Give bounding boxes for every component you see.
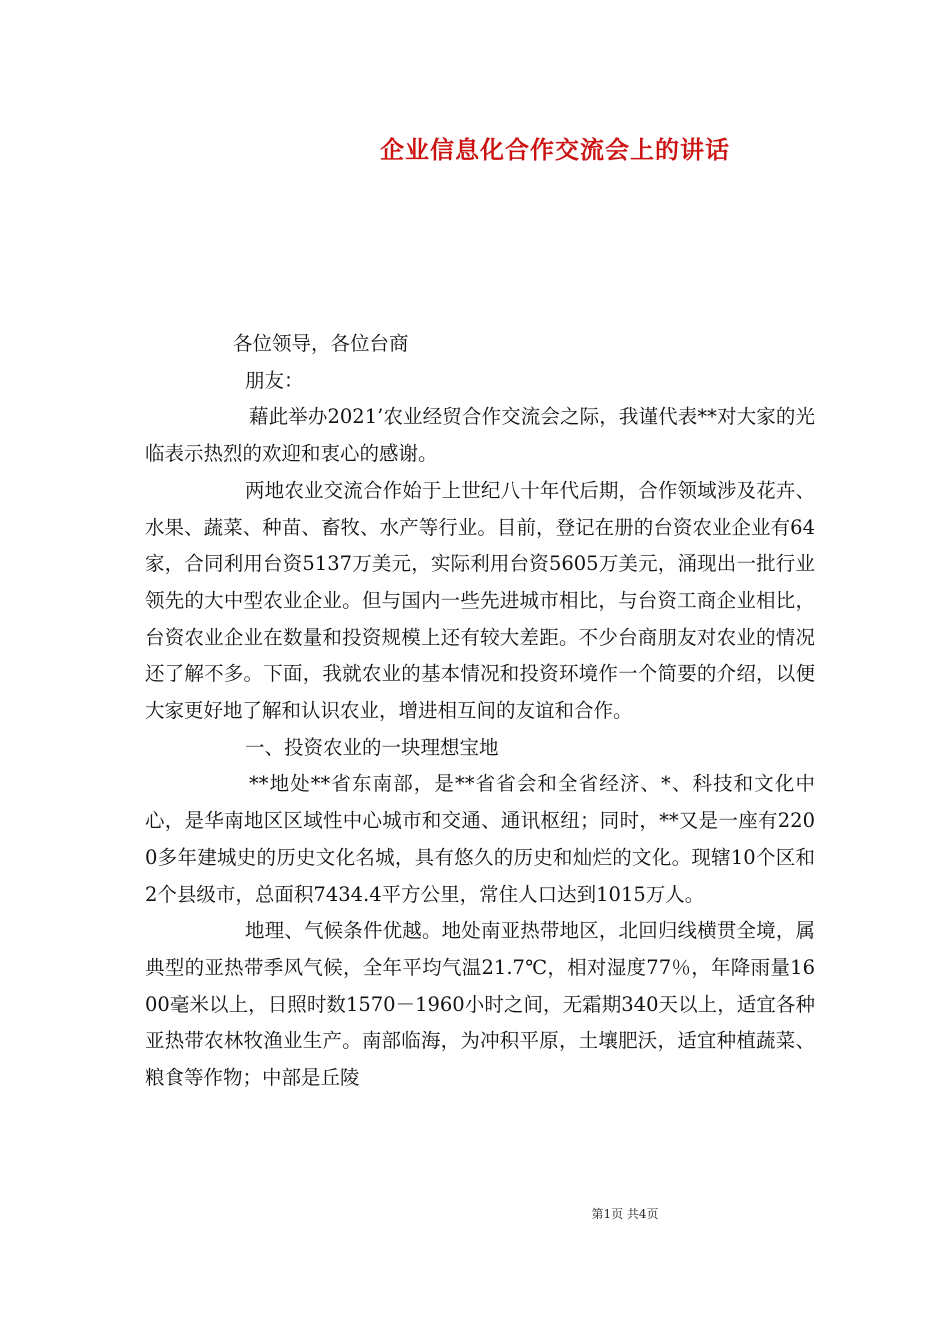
paragraph-cooperation: 两地农业交流合作始于上世纪八十年代后期，合作领域涉及花卉、水果、蔬菜、种苗、畜牧、水产等行业。目前，登记在册的台资农业企业有64家，合同利用台资5137万美元，实际利用台资5605万美元，涌现出一批行业领先的大中型农业企业。但与国内一些先进城市相比，与台资工商企业相比，台资农业企业在数量和投资规模上还有较大差距。不少台商朋友对农业的情况还了解不多。下面，我就农业的基本情况和投资环境作一个简要的介绍，以便大家更好地了解和认识农业，增进相互间的友谊和合作。 — [145, 478, 815, 723]
paragraph-climate: 地理、气候条件优越。地处南亚热带地区，北回归线横贯全境，属典型的亚热带季风气候，全年平均气温21.7℃，相对湿度77％，年降雨量1600毫米以上，日照时数1570－1960小时之间，无霜期340天以上，适宜各种亚热带农林牧渔业生产。南部临海，为冲积平原，土壤肥沃，适宜种植蔬菜、粮食等作物；中部是丘陵 — [145, 919, 815, 1090]
salutation: 各位领导，各位台商 — [233, 332, 409, 355]
section-heading: 一、投资农业的一块理想宝地 — [245, 735, 499, 759]
paragraph-location: **地处**省东南部，是**省省会和全省经济、*、科技和文化中心，是华南地区区域性中心城市和交通、通讯枢纽；同时，**又是一座有2200多年建城史的历史文化名城，具有悠久的历史和灿烂的文化。现辖10个区和2个县级市，总面积7434.4平方公里，常住人口达到1015万人。 — [145, 772, 815, 906]
salutation-continued: 朋友： — [245, 368, 304, 392]
paragraph-welcome: 藉此举办2021’农业经贸合作交流会之际，我谨代表**对大家的光临表示热烈的欢迎和衷心的感谢。 — [145, 405, 815, 466]
document-body — [145, 326, 815, 1097]
page-number: 第1页 共4页 — [591, 1207, 659, 1221]
page-footer — [0, 1205, 950, 1222]
document-title: 企业信息化合作交流会上的讲话 — [380, 135, 730, 164]
